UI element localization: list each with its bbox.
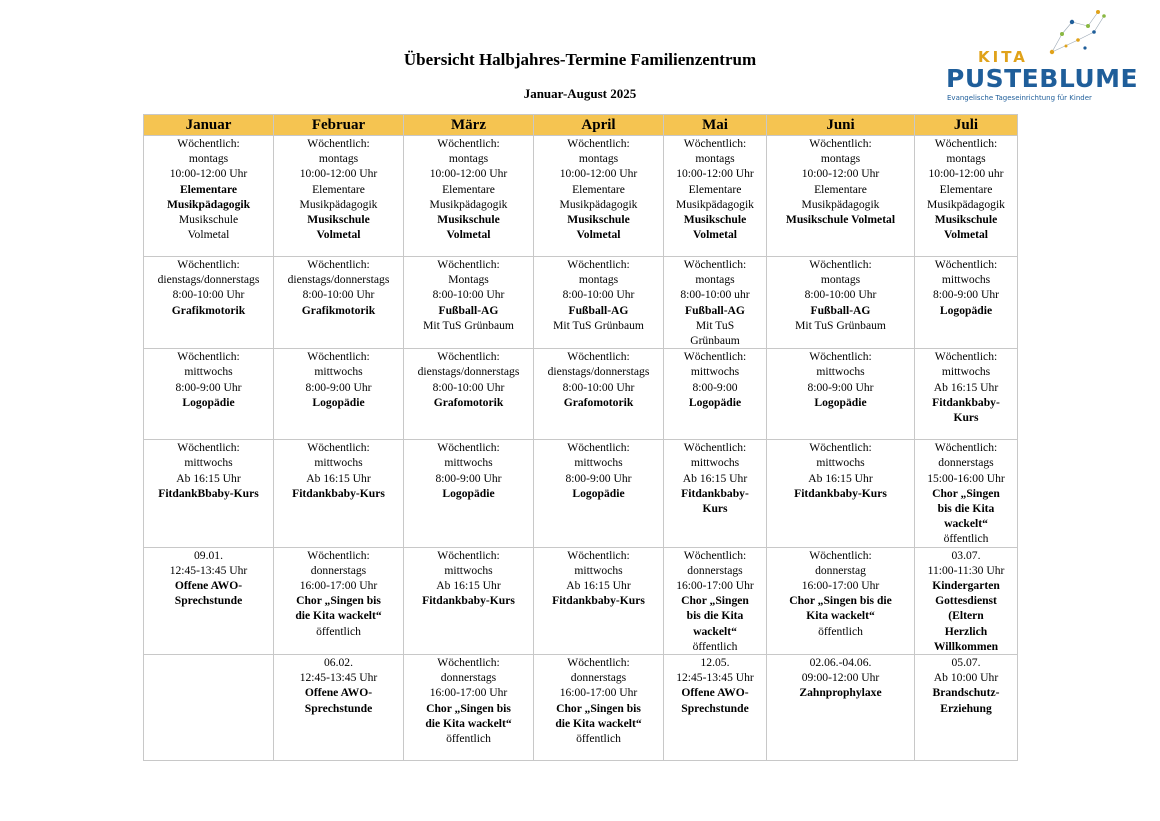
cell-line: Wöchentlich: <box>177 350 240 364</box>
table-cell <box>915 655 1018 761</box>
cell-line: Elementare <box>688 182 742 196</box>
cell-line: Sprechstunde <box>304 701 373 715</box>
cell-line: bis die Kita <box>686 609 744 623</box>
cell-line: Elementare <box>179 182 238 196</box>
table-cell <box>144 136 274 257</box>
cell-line: Fußball-AG <box>685 303 745 317</box>
table-cell <box>274 136 404 257</box>
cell-line: Ab 16:15 Uhr <box>436 579 501 593</box>
month-header: Februar <box>274 115 404 136</box>
cell-line: bis die Kita <box>937 502 995 516</box>
table-cell <box>144 257 274 349</box>
cell-line: 10:00-12:00 Uhr <box>429 167 508 181</box>
cell-line: Logopädie <box>939 303 993 317</box>
cell-line: Ab 16:15 Uhr <box>176 471 241 485</box>
cell-line: Offene AWO- <box>174 579 243 593</box>
cell-line: die Kita wackelt“ <box>425 716 512 730</box>
cell-line: Zahnprophylaxe <box>799 686 882 700</box>
cell-line: 8:00-10:00 Uhr <box>302 288 375 302</box>
table-cell <box>274 349 404 440</box>
cell-line: Wöchentlich: <box>307 548 370 562</box>
cell-line: Wöchentlich: <box>809 441 872 455</box>
cell-line: 8:00-10:00 Uhr <box>432 380 505 394</box>
table-cell <box>404 547 534 654</box>
cell-line: Kurs <box>702 502 728 516</box>
cell-line: Fußball-AG <box>568 303 629 317</box>
cell-line: mittwochs <box>184 365 233 379</box>
cell-line: 16:00-17:00 Uhr <box>801 579 880 593</box>
table-cell <box>767 547 915 654</box>
cell-line: Mit TuS Grünbaum <box>795 318 886 332</box>
month-header: Juli <box>915 115 1018 136</box>
table-cell <box>767 440 915 547</box>
cell-line: Chor „Singen bis <box>296 594 381 608</box>
page-subtitle: Januar-August 2025 <box>523 86 637 101</box>
cell-line: Wöchentlich: <box>683 441 747 455</box>
cell-line: Chor „Singen bis die <box>789 594 892 608</box>
cell-line: donnerstags <box>687 563 743 577</box>
cell-line: 16:00-17:00 Uhr <box>676 579 754 593</box>
cell-line: mittwochs <box>184 456 233 470</box>
cell-line: öffentlich <box>692 639 738 653</box>
table-row <box>144 655 1018 761</box>
table-cell <box>767 136 915 257</box>
cell-line: Grafikmotorik <box>171 303 246 317</box>
table-cell <box>274 257 404 349</box>
cell-line: mittwochs <box>816 456 865 470</box>
cell-line: Wöchentlich: <box>177 137 240 150</box>
cell-line: montags <box>695 273 735 287</box>
cell-line: 09:00-12:00 Uhr <box>801 671 880 685</box>
cell-line: Wöchentlich: <box>934 350 998 364</box>
table-cell <box>144 349 274 440</box>
cell-line: Musikpädagogik <box>676 197 754 211</box>
cell-line: 11:00-11:30 Uhr <box>927 563 1005 577</box>
cell-line: Wöchentlich: <box>437 441 500 455</box>
dandelion-icon <box>940 4 1116 64</box>
cell-line: 10:00-12:00 Uhr <box>676 167 754 181</box>
cell-line: Elementare <box>442 182 495 196</box>
page-title: Übersicht Halbjahres-Termine Familienzentrum <box>403 50 757 69</box>
cell-line: dienstags/donnerstags <box>417 365 520 379</box>
cell-line: die Kita wackelt“ <box>555 716 642 730</box>
cell-line: Wöchentlich: <box>177 441 240 455</box>
cell-line: montags <box>820 152 861 166</box>
cell-line: mittwochs <box>690 456 740 470</box>
cell-line: Musikschule <box>934 213 998 227</box>
cell-line: Musikpädagogik <box>429 197 508 211</box>
cell-line: Wöchentlich: <box>437 548 500 562</box>
cell-line: Wöchentlich: <box>567 441 630 455</box>
cell-line: 8:00-10:00 Uhr <box>562 380 635 394</box>
cell-line: Wöchentlich: <box>567 258 630 271</box>
cell-line: Ab 16:15 Uhr <box>566 579 631 593</box>
table-cell <box>915 547 1018 654</box>
cell-line: dienstags/donnerstags <box>157 273 260 287</box>
cell-line: 8:00-10:00 Uhr <box>562 288 635 302</box>
cell-line: Logopädie <box>442 486 495 500</box>
cell-line: Volmetal <box>316 228 361 242</box>
cell-line: montags <box>578 152 619 166</box>
cell-line: dienstags/donnerstags <box>287 273 390 287</box>
cell-line: Wöchentlich: <box>567 656 630 670</box>
cell-line: Wöchentlich: <box>809 137 872 150</box>
table-row <box>144 440 1018 547</box>
table-cell <box>534 440 664 547</box>
cell-line: mittwochs <box>941 365 991 379</box>
cell-line: Musikschule <box>437 213 500 227</box>
cell-line: Mit TuS Grünbaum <box>423 318 514 332</box>
cell-line: Wöchentlich: <box>809 350 872 364</box>
cell-line: Musikpädagogik <box>801 197 880 211</box>
table-cell <box>664 349 767 440</box>
cell-line: Montags <box>448 273 489 287</box>
cell-line: Volmetal <box>446 228 491 242</box>
cell-line: wackelt“ <box>944 517 988 531</box>
table-cell <box>404 655 534 761</box>
cell-line: Wöchentlich: <box>567 350 630 364</box>
cell-line: Elementare <box>939 182 993 196</box>
cell-line: Volmetal <box>187 228 230 242</box>
cell-line: 10:00-12:00 Uhr <box>169 167 248 181</box>
month-header: Mai <box>664 115 767 136</box>
cell-line: 06.02. <box>324 656 353 670</box>
table-row <box>144 547 1018 654</box>
table-cell <box>274 655 404 761</box>
cell-line: Musikpädagogik <box>166 197 251 211</box>
cell-line: Logopädie <box>182 395 235 409</box>
table-cell <box>144 655 274 761</box>
cell-line: 8:00-9:00 <box>692 380 738 394</box>
table-cell <box>767 655 915 761</box>
table-cell <box>144 547 274 654</box>
cell-line: 12:45-13:45 Uhr <box>676 671 754 685</box>
cell-line: Musikschule <box>683 213 747 227</box>
cell-line: Fußball-AG <box>438 303 499 317</box>
cell-line: 12:45-13:45 Uhr <box>169 563 248 577</box>
cell-line: Fitdankbaby-Kurs <box>422 594 515 608</box>
cell-line: mittwochs <box>941 273 991 287</box>
month-header-row <box>144 115 1018 136</box>
cell-line: Musikpädagogik <box>299 197 378 211</box>
table-cell <box>915 349 1018 440</box>
table-cell <box>664 440 767 547</box>
table-row <box>144 136 1018 257</box>
table-cell <box>404 257 534 349</box>
cell-line: Musikschule <box>307 213 370 227</box>
cell-line: montags <box>578 273 619 287</box>
cell-line: Wöchentlich: <box>934 258 998 271</box>
cell-line: Grünbaum <box>690 334 740 348</box>
cell-line: Wöchentlich: <box>809 258 872 271</box>
cell-line: Offene AWO- <box>681 686 749 700</box>
cell-line: Wöchentlich: <box>683 548 747 562</box>
table-cell <box>274 440 404 547</box>
cell-line: montags <box>820 273 861 287</box>
table-cell <box>144 440 274 547</box>
cell-line: Chor „Singen <box>681 594 749 608</box>
logo-tagline: Evangelische Tageseinrichtung für Kinder <box>947 94 1092 102</box>
cell-line: Musikschule <box>178 213 239 227</box>
table-cell <box>664 257 767 349</box>
cell-line: dienstags/donnerstags <box>547 365 650 379</box>
table-cell <box>664 655 767 761</box>
table-cell <box>274 547 404 654</box>
cell-line: Chor „Singen bis <box>426 701 511 715</box>
cell-line: Elementare <box>814 182 867 196</box>
cell-line: Grafomotorik <box>433 395 504 409</box>
cell-line: Logopädie <box>572 486 625 500</box>
cell-line: Logopädie <box>312 395 365 409</box>
cell-line: mittwochs <box>690 365 740 379</box>
table-cell <box>404 136 534 257</box>
month-header: Juni <box>767 115 915 136</box>
cell-line: 12:45-13:45 Uhr <box>299 671 378 685</box>
cell-line: donnerstag <box>815 563 866 577</box>
cell-line: Gottesdienst <box>935 594 997 608</box>
cell-line: Ab 16:15 Uhr <box>682 471 748 485</box>
cell-line: Wöchentlich: <box>683 137 747 150</box>
cell-line: montags <box>318 152 359 166</box>
cell-line: mittwochs <box>574 563 623 577</box>
table-cell <box>404 349 534 440</box>
cell-line: Logopädie <box>814 395 867 409</box>
cell-line: die Kita wackelt“ <box>295 609 382 623</box>
cell-line: 16:00-17:00 Uhr <box>429 686 508 700</box>
cell-line: öffentlich <box>316 624 361 638</box>
cell-line: 8:00-9:00 Uhr <box>807 380 874 394</box>
table-cell <box>915 440 1018 547</box>
cell-line: 02.06.-04.06. <box>809 656 872 670</box>
table-cell <box>664 136 767 257</box>
table-cell <box>915 257 1018 349</box>
cell-line: Wöchentlich: <box>567 137 630 150</box>
cell-line: Fitdankbaby- <box>932 395 1000 409</box>
cell-line: 8:00-10:00 Uhr <box>172 288 245 302</box>
cell-line: Wöchentlich: <box>307 350 370 364</box>
table-cell <box>767 349 915 440</box>
month-header: April <box>534 115 664 136</box>
cell-line: montags <box>188 152 229 166</box>
cell-line: Volmetal <box>576 228 621 242</box>
table-cell <box>915 136 1018 257</box>
cell-line: Grafomotorik <box>563 395 634 409</box>
cell-line: Ab 10:00 Uhr <box>933 671 999 685</box>
cell-line: 12.05. <box>700 656 730 670</box>
cell-line: Wöchentlich: <box>683 258 747 271</box>
cell-line: Willkommen <box>933 639 999 653</box>
cell-line: FitdankBbaby-Kurs <box>158 486 259 500</box>
cell-line: öffentlich <box>818 624 863 638</box>
cell-line: 10:00-12:00 uhr <box>928 167 1004 181</box>
cell-line: Wöchentlich: <box>177 258 240 271</box>
cell-line: Volmetal <box>943 228 988 242</box>
cell-line: Wöchentlich: <box>683 350 747 364</box>
cell-line: mittwochs <box>314 456 363 470</box>
table-row <box>144 257 1018 349</box>
cell-line: Wöchentlich: <box>307 137 370 150</box>
cell-line: Wöchentlich: <box>437 137 500 150</box>
cell-line: 8:00-10:00 Uhr <box>804 288 877 302</box>
cell-line: Elementare <box>312 182 365 196</box>
cell-line: öffentlich <box>446 732 491 746</box>
cell-line: Sprechstunde <box>174 594 243 608</box>
cell-line: Kita wackelt“ <box>806 609 875 623</box>
cell-line: Elementare <box>572 182 625 196</box>
cell-line: 15:00-16:00 Uhr <box>927 471 1005 485</box>
cell-line: Grafikmotorik <box>301 303 376 317</box>
cell-line: Wöchentlich: <box>809 548 872 562</box>
cell-line: Kurs <box>953 411 979 425</box>
cell-line: Fußball-AG <box>810 303 871 317</box>
cell-line: Offene AWO- <box>304 686 373 700</box>
cell-line: Logopädie <box>688 395 742 409</box>
cell-line: donnerstags <box>570 671 627 685</box>
cell-line: 09.01. <box>194 548 223 562</box>
cell-line: öffentlich <box>943 532 989 546</box>
cell-line: 05.07. <box>951 656 981 670</box>
cell-line: mittwochs <box>314 365 363 379</box>
cell-line: Volmetal <box>692 228 737 242</box>
cell-line: mittwochs <box>816 365 865 379</box>
cell-line: wackelt“ <box>693 624 737 638</box>
cell-line: Brandschutz- <box>932 686 1000 700</box>
cell-line: Fitdankbaby-Kurs <box>552 594 645 608</box>
cell-line: Musikpädagogik <box>927 197 1005 211</box>
cell-line: 10:00-12:00 Uhr <box>299 167 378 181</box>
cell-line: Chor „Singen bis <box>556 701 641 715</box>
cell-line: Musikschule <box>567 213 630 227</box>
cell-line: mittwochs <box>574 456 623 470</box>
cell-line: Erziehung <box>940 701 992 715</box>
cell-line: 8:00-10:00 uhr <box>680 288 750 302</box>
cell-line: Wöchentlich: <box>307 441 370 455</box>
cell-line: Ab 16:15 Uhr <box>933 380 999 394</box>
month-header: Januar <box>144 115 274 136</box>
cell-line: 8:00-9:00 Uhr <box>435 471 502 485</box>
cell-line: Fitdankbaby- <box>681 486 749 500</box>
cell-line: Fitdankbaby-Kurs <box>292 486 385 500</box>
cell-line: Fitdankbaby-Kurs <box>794 486 887 500</box>
cell-line: Mit TuS <box>695 318 735 332</box>
cell-line: donnerstags <box>310 563 367 577</box>
cell-line: donnerstags <box>440 671 497 685</box>
cell-line: 8:00-10:00 Uhr <box>432 288 505 302</box>
cell-line: mittwochs <box>444 563 493 577</box>
table-cell <box>664 547 767 654</box>
cell-line: (Eltern <box>948 609 984 623</box>
cell-line: 8:00-9:00 Uhr <box>175 380 242 394</box>
cell-line: Wöchentlich: <box>307 258 370 271</box>
cell-line: 16:00-17:00 Uhr <box>559 686 638 700</box>
cell-line: 8:00-9:00 Uhr <box>565 471 632 485</box>
cell-line: 16:00-17:00 Uhr <box>299 579 378 593</box>
table-cell <box>534 547 664 654</box>
table-cell <box>534 349 664 440</box>
table-cell <box>534 257 664 349</box>
cell-line: Musikschule Volmetal <box>785 213 896 227</box>
cell-line: Ab 16:15 Uhr <box>306 471 371 485</box>
cell-line: Chor „Singen <box>932 486 1000 500</box>
table-cell <box>534 136 664 257</box>
cell-line: 8:00-9:00 Uhr <box>305 380 372 394</box>
cell-line: Wöchentlich: <box>437 656 500 670</box>
cell-line: Wöchentlich: <box>934 137 998 150</box>
cell-line: 10:00-12:00 Uhr <box>559 167 638 181</box>
cell-line: montags <box>946 152 986 166</box>
cell-line: Sprechstunde <box>681 701 749 715</box>
cell-line: öffentlich <box>576 732 621 746</box>
cell-line: donnerstags <box>938 456 994 470</box>
cell-line: Ab 16:15 Uhr <box>808 471 873 485</box>
table-cell <box>767 257 915 349</box>
cell-line: Wöchentlich: <box>437 258 500 271</box>
cell-line: Kindergarten <box>932 579 1000 593</box>
cell-line: Mit TuS Grünbaum <box>553 318 644 332</box>
cell-line: Herzlich <box>944 624 988 638</box>
table-row <box>144 349 1018 440</box>
cell-line: montags <box>695 152 735 166</box>
logo-kita-text: KITA <box>978 48 1028 66</box>
table-cell <box>534 655 664 761</box>
month-header: März <box>404 115 534 136</box>
table-cell <box>404 440 534 547</box>
logo-name: PUSTEBLUME <box>946 64 1139 93</box>
kita-logo <box>940 4 1139 108</box>
cell-line: montags <box>448 152 489 166</box>
schedule-table <box>143 114 1018 761</box>
cell-line: 10:00-12:00 Uhr <box>801 167 880 181</box>
cell-line: Musikpädagogik <box>559 197 638 211</box>
cell-line: 8:00-9:00 Uhr <box>932 288 999 302</box>
cell-line: mittwochs <box>444 456 493 470</box>
cell-line: Wöchentlich: <box>437 350 500 364</box>
cell-line: Wöchentlich: <box>567 548 630 562</box>
cell-line: 03.07. <box>951 548 981 562</box>
cell-line: Wöchentlich: <box>934 441 998 455</box>
